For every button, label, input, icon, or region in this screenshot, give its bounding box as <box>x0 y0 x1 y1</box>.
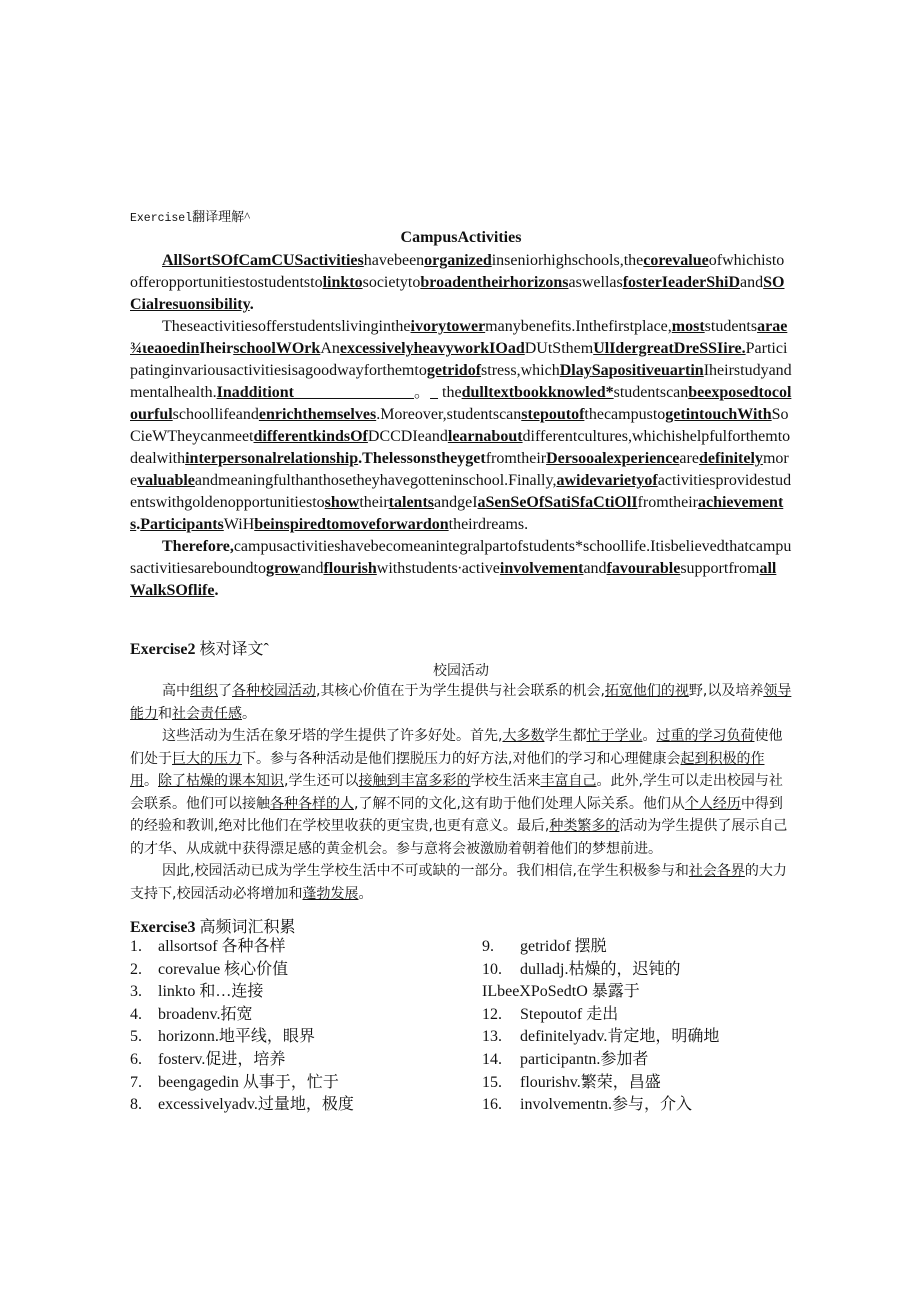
text-run: 。 <box>144 773 158 789</box>
blank-line <box>430 384 438 401</box>
vocab-number: 7. <box>130 1073 142 1091</box>
exercise1-heading <box>130 206 250 225</box>
vocab-item <box>482 981 802 1004</box>
underlined-phrase: enrichthemselves <box>258 406 377 423</box>
text-run: .Thelessonstheyget <box>358 450 486 467</box>
vocab-text: Stepoutof 走出 <box>520 1005 619 1023</box>
underlined-phrase: SOCialresuonsibility <box>130 274 785 313</box>
text-run: ofwhichistoofferopportunitiestostudentsto <box>130 252 785 291</box>
translation-body <box>130 680 792 905</box>
text-run: havebeen <box>363 252 425 269</box>
underlined-phrase: getintouchWith <box>665 406 772 423</box>
underlined-phrase: aSenSeOfSatiSfaCtiOlI <box>477 494 638 511</box>
underlined-phrase: 过重的学习负荷 <box>656 728 755 744</box>
text-run: ,其核心价值在于为学生提供与社会联系的机会, <box>316 683 605 699</box>
text-run: 的大力支持下,校园活动必将增加和 <box>130 863 787 902</box>
vocab-number: 13. <box>482 1028 502 1046</box>
exercise3-title: 高频词汇积累 <box>199 919 296 936</box>
text-run: fromtheir <box>485 450 547 467</box>
text-run: the <box>442 384 462 401</box>
underlined-phrase: 社会各界 <box>688 863 745 879</box>
text-run: supportfrom <box>680 560 760 577</box>
text-run: activitiesprovidestudentswithgoldenopportunitiesto <box>130 472 792 511</box>
vocab-item <box>482 1072 802 1095</box>
vocab-text: excessivelyadv.过量地，极度 <box>158 1096 354 1114</box>
underlined-phrase: grow <box>265 560 301 577</box>
vocab-text: participantn.参加者 <box>520 1050 649 1068</box>
vocab-item <box>130 1094 470 1117</box>
vocab-item <box>130 1049 470 1072</box>
underlined-phrase: stepoutof <box>521 406 585 423</box>
text-run: inseniorhighschools,the <box>491 252 644 269</box>
underlined-phrase: corevalue <box>643 252 709 269</box>
underlined-phrase: ivorytower <box>410 318 486 335</box>
text-run: andgeI <box>434 494 478 511</box>
vocab-item <box>130 1072 470 1095</box>
vocab-text: definitelyadv.肯定地，明确地 <box>520 1028 720 1046</box>
text-run: ,学生还可以 <box>284 773 359 789</box>
text-run: ,了解不同的文化,这有助于他们处理人际关系。他们从 <box>354 795 685 812</box>
text-run: Theseactivitiesofferstudentslivinginthe <box>162 318 411 335</box>
vocab-text: allsortsof 各种各样 <box>158 938 286 955</box>
text-run: societyto <box>362 274 421 291</box>
vocab-item <box>482 1094 802 1117</box>
text-run: WiH <box>223 516 255 533</box>
vocab-text: horizonn.地平线，眼界 <box>158 1028 315 1046</box>
underlined-phrase: AllSortSOfCamCUSactivities <box>162 252 364 269</box>
underlined-phrase: linkto <box>322 274 363 291</box>
underlined-phrase: show <box>324 494 360 511</box>
text-run: . <box>249 296 254 313</box>
underlined-phrase: 巨大的压力 <box>172 750 242 767</box>
underlined-phrase: getridof <box>426 362 482 379</box>
vocab-text: broadenv.拓宽 <box>158 1005 253 1023</box>
text-run: 活动为学生提供了展示自己的才华、从成就中获得漂足感的黄金机会。参与意将会被激励着朝着他们的梦想前进。 <box>130 818 788 857</box>
text-run: withstudents∙active <box>376 560 500 577</box>
text-run: studentscan <box>613 384 689 401</box>
text-run: DCCDIeand <box>367 428 448 445</box>
underlined-phrase: 各种各样的人 <box>270 795 354 812</box>
vocab-item <box>482 959 802 982</box>
underlined-phrase: Dlay <box>559 362 592 379</box>
underlined-phrase: excessivelyheavyworkIOad <box>339 340 525 357</box>
text-run: students <box>704 318 758 335</box>
essay-paragraph-3 <box>130 536 792 602</box>
underlined-phrase: allWalkSOflife <box>130 560 777 599</box>
exercise3-heading <box>130 914 295 937</box>
text-run: thecampusto <box>584 406 666 423</box>
text-run: 学校生活来 <box>470 773 541 789</box>
text-run: schoollifeand <box>172 406 259 423</box>
underlined-phrase: fosterIeaderShiD <box>622 274 741 291</box>
text-run: DUtSthem <box>524 340 594 357</box>
underlined-phrase: 种类繁多的 <box>549 818 620 834</box>
essay-body <box>130 250 792 602</box>
text-run: fromtheir <box>637 494 698 511</box>
vocab-number: 5. <box>130 1028 142 1046</box>
underlined-phrase: most <box>671 318 705 335</box>
text-run: and <box>583 560 607 577</box>
vocab-item <box>482 1004 802 1027</box>
exercise2-label: Exercise2 <box>130 641 196 658</box>
underlined-phrase: organized <box>424 252 492 269</box>
text-run: 了 <box>218 683 232 699</box>
vocab-number: 10. <box>482 960 502 978</box>
underlined-phrase: 个人经历 <box>684 795 741 812</box>
underlined-phrase: Participants <box>140 516 224 533</box>
text-run: and <box>740 274 764 291</box>
text-run: 。此外,学生可以走出校园与社会联系。他们可以接触 <box>130 773 783 812</box>
text-run: Therefore, <box>162 538 234 555</box>
underlined-phrase: UlIdergreatDreSSIire. <box>593 340 746 357</box>
vocab-text: ILbeeXPoSedtO 暴露于 <box>482 983 640 1001</box>
translation-title: 校园活动 <box>433 663 489 679</box>
vocab-item <box>130 936 470 959</box>
blank-line <box>294 384 414 401</box>
underlined-phrase: Inadditiont <box>216 384 295 401</box>
underlined-phrase: 忙于学业 <box>586 728 643 744</box>
underlined-phrase: beinspiredtomoveforwardon <box>254 516 449 533</box>
text-run: andmeaningfulthanthosetheyhavegotteninschool.Finally, <box>194 472 557 489</box>
underlined-phrase: Sapositiveuartin <box>591 362 704 379</box>
underlined-phrase: involvement <box>499 560 584 577</box>
underlined-phrase: definitely <box>698 450 763 467</box>
vocabulary-column-right <box>482 936 802 1117</box>
underlined-phrase: flourish <box>323 560 377 577</box>
text-run: 。 <box>242 705 256 722</box>
vocab-number: 3. <box>130 983 142 1001</box>
underlined-phrase: differentkindsOf <box>253 428 368 445</box>
exercise1-label: Exercisel <box>130 212 193 225</box>
text-run: 。 <box>414 384 431 401</box>
text-run: 学生都 <box>544 728 587 744</box>
vocab-text: fosterv.促进，培养 <box>158 1050 286 1068</box>
vocab-text: getridof 摆脱 <box>520 938 607 955</box>
text-run: An <box>320 340 340 357</box>
translation-paragraph-2 <box>130 725 792 860</box>
underlined-phrase: achievements <box>130 494 784 533</box>
text-run: more <box>130 450 789 489</box>
underlined-phrase: 大多数 <box>502 728 545 744</box>
underlined-phrase: valuable <box>137 472 195 489</box>
underlined-phrase: favourable <box>606 560 681 577</box>
text-run: Participatinginvariousactivitiesisagoodwayforthemto <box>130 340 788 379</box>
vocab-text: corevalue 核心价值 <box>158 960 289 978</box>
vocab-item <box>482 1026 802 1049</box>
underlined-phrase: 接触到丰富多彩的 <box>358 773 471 789</box>
text-run: their <box>359 494 389 511</box>
text-run: stress,which <box>481 362 560 379</box>
underlined-phrase: interpersonalrelationship <box>185 450 359 467</box>
vocab-number: 12. <box>482 1005 502 1023</box>
text-run: 。 <box>642 728 657 744</box>
text-run: 中得到的经验和教训,绝对比他们在学校里收获的更宝贵,也更有意义。最后, <box>130 795 783 834</box>
underlined-phrase: awidevarietyof <box>556 472 658 489</box>
vocab-item <box>482 1049 802 1072</box>
essay-paragraph-1 <box>130 250 792 316</box>
vocab-number: 15. <box>482 1073 502 1091</box>
text-run: 这些活动为生活在象牙塔的学生提供了许多好处。首先, <box>162 728 503 744</box>
essay-paragraph-2 <box>130 316 792 536</box>
translation-paragraph-1 <box>130 680 792 725</box>
exercise3-label: Exercise3 <box>130 919 196 936</box>
underlined-phrase: 蓬勃发展 <box>302 885 359 902</box>
text-run: aswellas <box>568 274 623 291</box>
underlined-phrase: 除了枯燥的课本知识 <box>158 773 284 789</box>
text-run: campusactivitieshavebecomeanintegralpartofstudents*schoollife.Itisbelievedthatcampusactivitiesareboundto <box>130 538 792 577</box>
vocab-number: 8. <box>130 1096 142 1114</box>
vocab-item <box>130 959 470 982</box>
vocab-number: 16. <box>482 1096 502 1114</box>
vocab-number: 2. <box>130 960 142 978</box>
text-run: 。 <box>358 885 373 902</box>
underlined-phrase: beexposedtocolourful <box>130 384 792 423</box>
vocab-item <box>482 936 802 959</box>
vocab-number: 4. <box>130 1005 142 1023</box>
text-run: . <box>136 516 141 533</box>
underlined-phrase: Dersooalexperience <box>546 450 680 467</box>
vocab-item <box>130 1004 470 1027</box>
underlined-phrase: 起到积极的作用 <box>130 750 765 789</box>
underlined-phrase: 社会责任感 <box>172 705 242 722</box>
vocab-text: linkto 和…连接 <box>158 983 264 1001</box>
underlined-phrase: schoolWOrk <box>233 340 321 357</box>
underlined-phrase: 丰富自己 <box>540 773 597 789</box>
text-run: Iheirstudyandmentalhealth. <box>130 362 792 401</box>
vocab-text: flourishv.繁荣，昌盛 <box>520 1073 661 1091</box>
vocabulary-column-left <box>130 936 470 1117</box>
exercise2-title: 核对译文ˆ <box>199 641 269 658</box>
text-run: .Moreover,studentscan <box>376 406 522 423</box>
essay-title: CampusActivities <box>400 229 522 246</box>
exercise1-title: 翻译理解^ <box>192 209 251 224</box>
vocab-text: beengagedin 从事于，忙于 <box>158 1073 339 1091</box>
vocab-number: 14. <box>482 1050 502 1068</box>
text-run: and <box>300 560 324 577</box>
underlined-phrase: learnabout <box>447 428 523 445</box>
text-run: SoCieWTheycanmeet <box>130 406 789 445</box>
text-run: 高中 <box>162 683 190 699</box>
text-run: manybenefits.Inthefirstplace, <box>485 318 672 335</box>
text-run: 野,以及培养 <box>688 683 764 699</box>
text-run: Iheir <box>199 340 234 357</box>
vocab-number: 6. <box>130 1050 142 1068</box>
vocab-item <box>130 1026 470 1049</box>
underlined-phrase: broadentheirhorizons <box>420 274 569 291</box>
underlined-phrase: 拓宽他们的视 <box>604 683 689 699</box>
text-run: differentcultures,whichishelpfulforthemtodealwith <box>130 428 791 467</box>
vocab-number: 1. <box>130 938 142 955</box>
underlined-phrase: 组织 <box>190 683 218 699</box>
text-run: . <box>214 582 219 599</box>
translation-paragraph-3 <box>130 860 792 905</box>
text-run: 使他们处于 <box>130 728 783 767</box>
vocab-number: 9. <box>482 938 494 955</box>
vocab-item <box>130 981 470 1004</box>
underlined-phrase: talents <box>388 494 434 511</box>
vocab-text: dulladj.枯燥的，迟钝的 <box>520 960 681 978</box>
vocab-text: involvementn.参与，介入 <box>520 1096 692 1114</box>
underlined-phrase: dulltextbookknowled* <box>461 384 614 401</box>
text-run: theirdreams. <box>448 516 529 533</box>
underlined-phrase: arae¾ιeaoedin <box>130 318 788 357</box>
underlined-phrase: 各种校园活动 <box>232 683 316 699</box>
text-run: 和 <box>158 705 172 722</box>
exercise2-heading <box>130 636 269 659</box>
text-run: 因此,校园活动已成为学生学校生活中不可或缺的一部分。我们相信,在学生积极参与和 <box>162 863 689 879</box>
text-run: 下。参与各种活动是他们摆脱压力的好方法,对他们的学习和心理健康会 <box>242 750 681 767</box>
underlined-phrase: 领导能力 <box>130 683 792 722</box>
text-run: are <box>679 450 699 467</box>
